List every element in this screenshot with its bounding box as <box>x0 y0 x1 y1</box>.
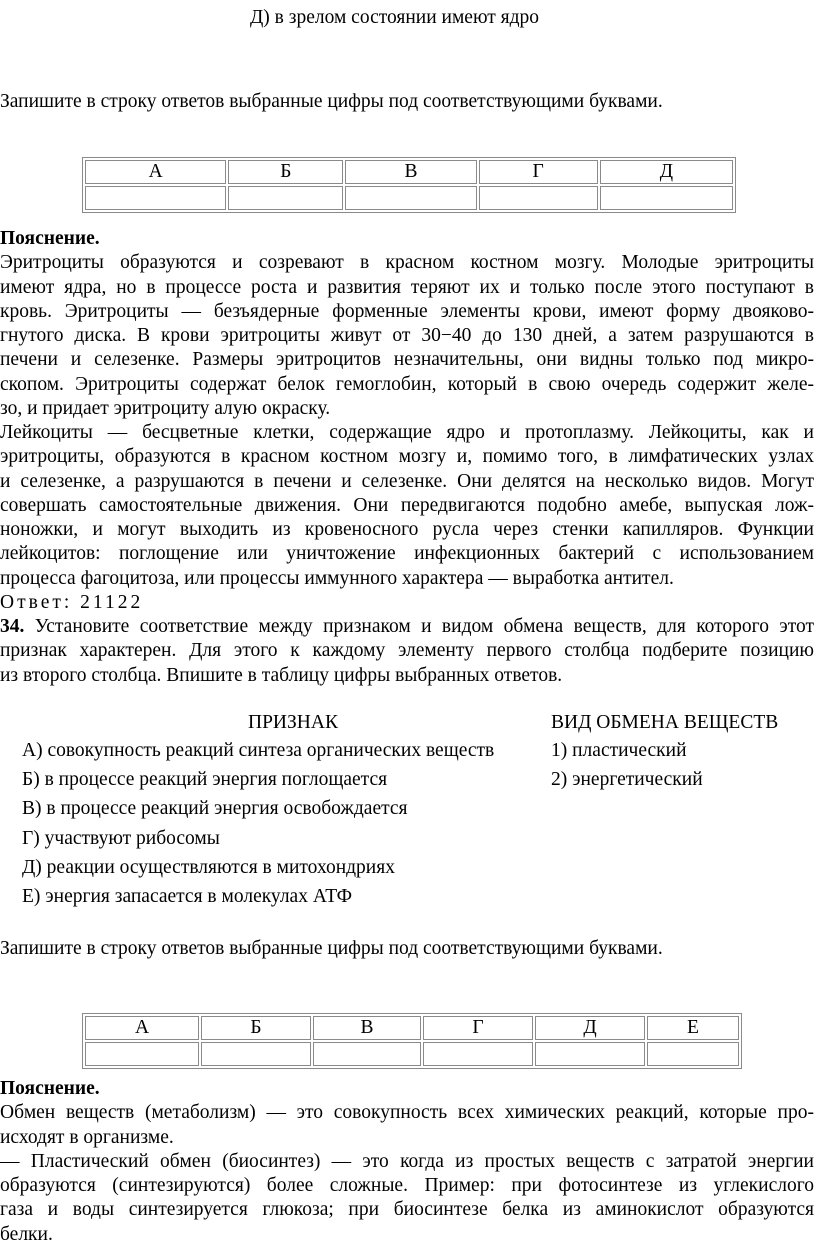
explanation-2-line: — Пластический обмен (биосинтез) — это когда из простых веществ с затратой энергии <box>0 1150 814 1172</box>
answer-table-1-header: Г <box>479 160 598 184</box>
explanation-1-line: печени и селезенке. Размеры эритроцитов незначительны, они видны только под микро- <box>0 349 814 371</box>
explanation-1-line: зо, и придает эритроциту алую окраску. <box>0 397 331 419</box>
instruction-text-1: Запишите в строку ответов выбранные цифры под соответствующими буквами. <box>0 91 663 112</box>
question-34-line: признак характерен. Для этого к каждому элементу первого столбца подберите позицию <box>0 640 814 662</box>
explanation-1-line: лейкоцитов: поглощение или уничтожение инфекционных бактерий с использованием <box>0 543 814 565</box>
question-34-line: Установите соответствие между признаком и видом обмена веществ, для которого этот <box>24 616 814 637</box>
answer-table-2 <box>82 1013 742 1069</box>
explanation-1-line: Лейкоциты — бесцветные клетки, содержащие ядро и протоплазму. Лейкоциты, как и <box>0 422 814 443</box>
answer-cell[interactable] <box>647 1042 739 1066</box>
explanation-2-line: исходят в организме. <box>0 1126 174 1148</box>
right-column-header: ВИД ОБМЕНА ВЕЩЕСТВ <box>551 712 779 733</box>
explanation-2-heading: Пояснение. <box>0 1078 100 1099</box>
criterion-item: Г) участвуют рибосомы <box>22 828 220 849</box>
question-number: 34. <box>0 616 25 637</box>
instruction-text-2: Запишите в строку ответов выбранные цифры под соответствующими буквами. <box>0 938 663 959</box>
answer-text: Ответ: 21122 <box>0 591 144 613</box>
answer-table-2-header: Д <box>535 1016 645 1040</box>
explanation-1-line: эритроциты, образуются в красном костном мозгу и, помимо того, в лимфатических узлах <box>0 446 814 468</box>
explanation-1-line: процесса фагоцитоза, или процессы иммунного характера — выработка антител. <box>0 567 674 589</box>
answer-table-2-header-row <box>85 1016 739 1040</box>
answer-cell[interactable] <box>535 1042 645 1066</box>
criterion-item: В) в процессе реакций энергия освобождается <box>22 798 408 819</box>
answer-cell[interactable] <box>423 1042 533 1066</box>
explanation-1-line: кровь. Эритроциты — безъядерные форменные элементы крови, имеют форму двояково- <box>0 300 814 322</box>
criterion-item: Д) реакции осуществляются в митохондриях <box>22 857 395 878</box>
answer-table-2-header: Б <box>201 1016 311 1040</box>
explanation-1-line: совершать самостоятельные движения. Они передвигаются подобно амебе, выпуская лож- <box>0 494 814 516</box>
metabolism-type-item: 1) пластический <box>551 740 687 761</box>
answer-cell[interactable] <box>201 1042 311 1066</box>
answer-table-2-header: Г <box>423 1016 533 1040</box>
explanation-1 <box>0 227 814 688</box>
answer-cell[interactable] <box>313 1042 421 1066</box>
answer-table-1-header: В <box>345 160 476 184</box>
metabolism-type-item: 2) энергетический <box>551 769 703 790</box>
explanation-1-line: и селезенке, а разрушаются в печени и селезенке. Они делятся на несколько видов. Могут <box>0 470 814 492</box>
criterion-item: Е) энергия запасается в молекулах АТФ <box>22 886 353 907</box>
answer-table-1-header: А <box>85 160 226 184</box>
answer-table-2-header: А <box>85 1016 199 1040</box>
explanation-1-line: скопом. Эритроциты содержат белок гемоглобин, который в свою очередь содержит желе- <box>0 373 814 395</box>
answer-cell[interactable] <box>85 1042 199 1066</box>
answer-table-1-header: Б <box>228 160 343 184</box>
answer-table-2-answer-row <box>85 1042 739 1066</box>
left-column-header: ПРИЗНАК <box>248 712 338 733</box>
answer-table-2-header: В <box>313 1016 421 1040</box>
answer-cell[interactable] <box>345 186 476 210</box>
explanation-1-heading: Пояснение. <box>0 228 100 249</box>
answer-table-1-header: Д <box>600 160 733 184</box>
option-d-text: Д) в зрелом состоянии имеют ядро <box>250 7 540 28</box>
explanation-2-line: образуются (синтезируются) более сложные. Пример: при фотосинтезе из углекислого <box>0 1175 814 1196</box>
explanation-2-line: белки. <box>0 1223 53 1245</box>
explanation-2-line: газа и воды синтезируется глюкоза; при биосинтезе белка из аминокислот образуются <box>0 1199 814 1221</box>
explanation-1-line: имеют ядра, но в процессе роста и развития теряют их и только после этого поступают в <box>0 276 814 298</box>
answer-cell[interactable] <box>85 186 226 210</box>
criterion-item: Б) в процессе реакций энергия поглощается <box>22 769 388 790</box>
criterion-item: А) совокупность реакций синтеза органических веществ <box>22 740 495 761</box>
explanation-1-line: ноножки, и могут выходить из кровеносного русла через стенки капилляров. Функции <box>0 519 814 540</box>
explanation-2-line: Обмен веществ (метаболизм) — это совокупность всех химических реакций, которые про- <box>0 1102 814 1124</box>
answer-cell[interactable] <box>600 186 733 210</box>
answer-table-1-answer-row <box>85 186 733 210</box>
question-34-line: из второго столбца. Впишите в таблицу цифры выбранных ответов. <box>0 664 563 686</box>
explanation-1-line: Эритроциты образуются и созревают в красном костном мозгу. Молодые эритроциты <box>0 252 814 274</box>
answer-cell[interactable] <box>228 186 343 210</box>
answer-table-2-header: Е <box>647 1016 739 1040</box>
answer-table-1 <box>82 157 736 213</box>
answer-cell[interactable] <box>479 186 598 210</box>
explanation-2 <box>0 1077 814 1247</box>
explanation-1-line: гнутого диска. В крови эритроциты живут от 30−40 до 130 дней, а затем разрушаются в <box>0 325 814 346</box>
answer-table-1-header-row <box>85 160 733 184</box>
